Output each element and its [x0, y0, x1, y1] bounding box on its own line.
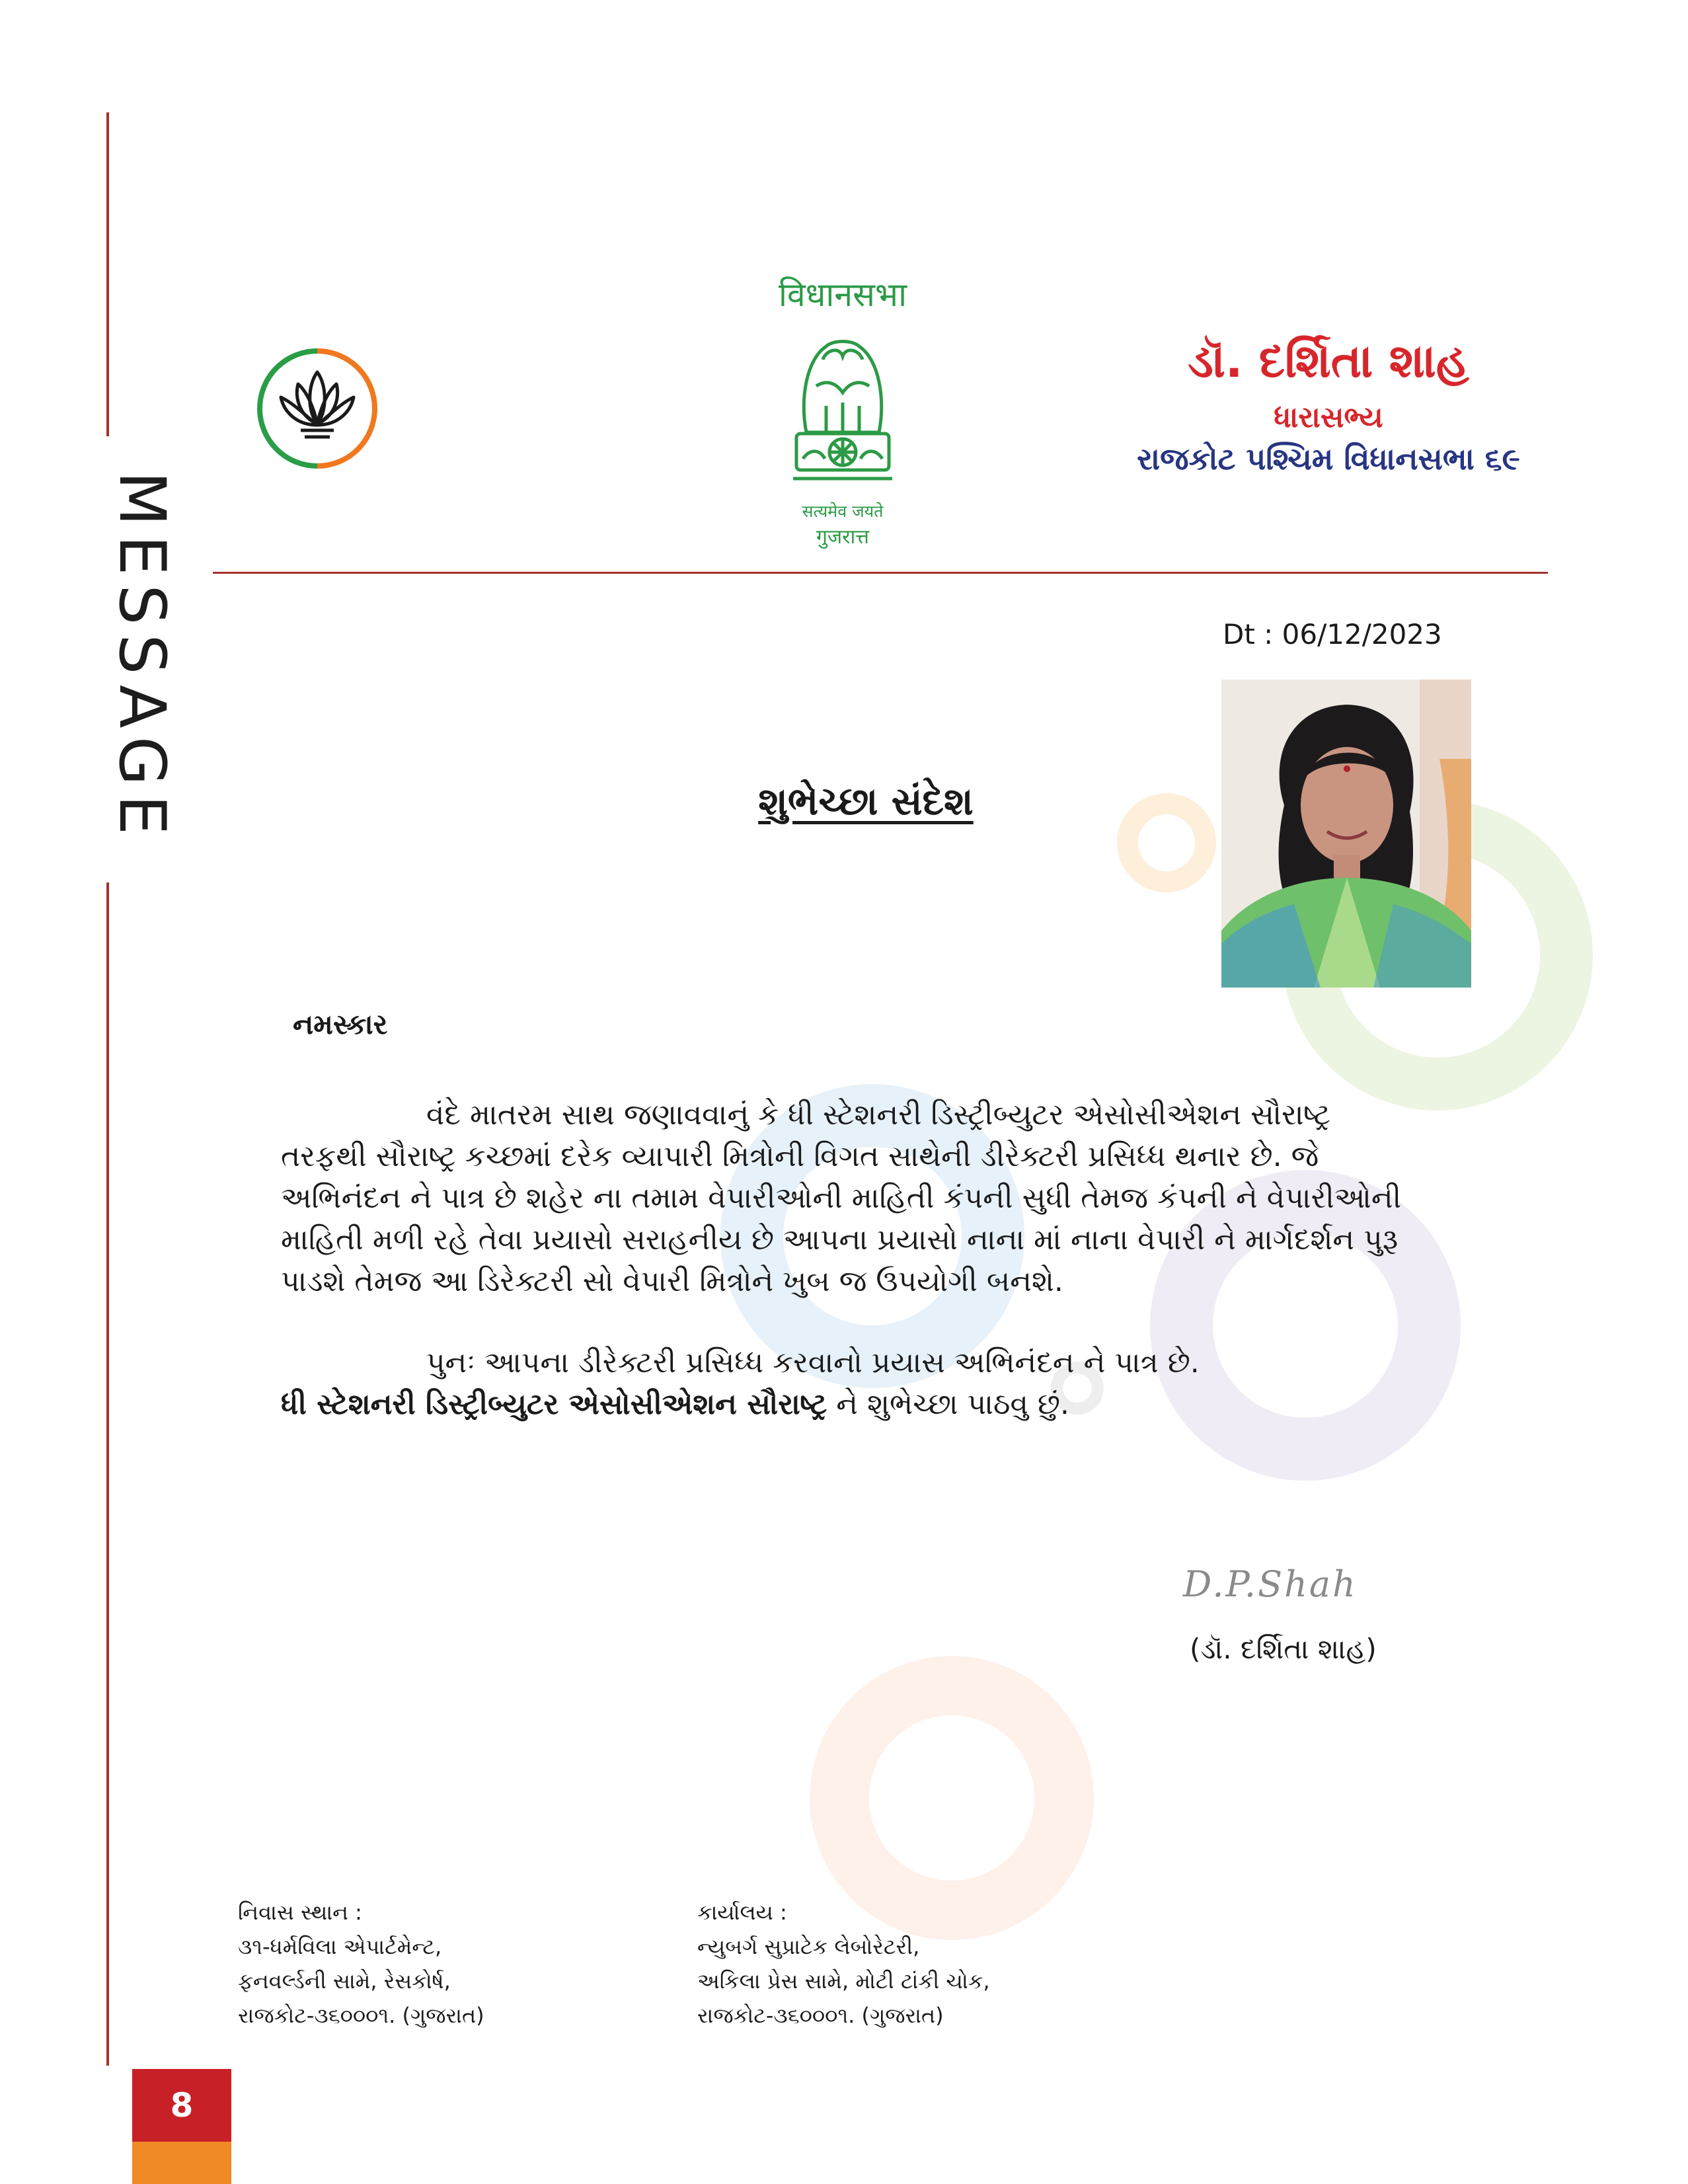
office-address — [697, 1895, 990, 2033]
residence-address — [238, 1895, 484, 2033]
body-paragraph-1 — [281, 1094, 1404, 1302]
residence-line-2: ફનવર્લ્ડની સામે, રેસકોર્ષ, — [238, 1969, 451, 1994]
emblem-top-text: विधानसभा — [778, 276, 907, 314]
page-number: 8 — [132, 2069, 231, 2142]
office-line-3: રાજકોટ-૩૬૦૦૦૧. (ગુજરાત) — [697, 2003, 944, 2028]
emblem-state: गुजरात्त — [816, 526, 869, 549]
residence-label: નિવાસ સ્થાન : — [238, 1900, 362, 1925]
mla-role: ધારાસભ્ય — [1274, 401, 1383, 434]
emblem-motto: सत्यमेव जयते — [802, 502, 884, 521]
portrait-photo — [1221, 680, 1471, 988]
body-paragraph-2-line1: પુનઃ આપના ડીરેક્ટરી પ્રસિધ્ધ કરવાનો પ્રયાસ અભિનંદન ને પાત્ર છે. — [426, 1346, 1200, 1380]
association-name: ધી સ્ટેશનરી ડિસ્ટ્રીબ્યુટર એસોસીએશન સૌરાષ્ટ્ર — [281, 1387, 827, 1421]
left-rule-top — [106, 112, 109, 436]
mla-constituency: રાજકોટ પશ્ચિમ વિધાનસભા ૬૯ — [1137, 441, 1520, 477]
letter-subject: શુભેચ્છા સંદેશ — [758, 779, 974, 824]
side-title-text: MESSAGE — [105, 471, 180, 845]
side-title — [105, 440, 180, 876]
letter-body — [281, 1094, 1404, 1425]
letter-date: Dt : 06/12/2023 — [1223, 618, 1442, 650]
state-emblem — [747, 271, 939, 562]
mla-name: ડૉ. દર્શિતા શાહ — [1188, 334, 1469, 388]
left-rule-bottom — [106, 882, 109, 2066]
office-line-1: ન્યુબર્ગ સુપ્રાટેક લેબોરેટરી, — [697, 1934, 920, 1959]
office-label: કાર્યાલય : — [697, 1900, 787, 1925]
page-number-strip — [132, 2142, 231, 2184]
body-paragraph-2 — [281, 1342, 1404, 1425]
lotus-logo-icon — [254, 346, 380, 471]
body-paragraph-2-tail: ને શુભેચ્છા પાઠવુ છું. — [827, 1387, 1069, 1421]
residence-line-1: ૩૧-ધર્મવિલા એપાર્ટમેન્ટ, — [238, 1934, 442, 1959]
signee-name: (ડૉ. દર્શિતા શાહ) — [1190, 1633, 1377, 1665]
salutation: નમસ્કાર — [293, 1008, 388, 1040]
handwritten-signature: D.P.Shah — [1183, 1563, 1358, 1605]
office-line-2: અકિલા પ્રેસ સામે, મોટી ટાંકી ચોક, — [697, 1969, 990, 1994]
body-paragraph-1-text: વંદે માતરમ સાથ જણાવવાનું કે ધી સ્ટેશનરી ડિસ્ટ્રીબ્યુટર એસોસીએશન સૌરાષ્ટ્ર તરફથી સૌરાષ્ટ્ર કચ્છમાં દરેક વ્યાપારી મિત્રોની વિગત સાથેની ડીરેક્ટરી પ્રસિધ્ધ થનાર છે. જે અભિનંદન ને પાત્ર છે શહેર ના તમામ વેપારીઓની માહિતી કંપની સુધી તેમજ કંપની ને વેપારીઓની માહિતી મળી રહે તેવા પ્રયાસો સરાહનીય છે આપના પ્રયાસો નાના માં નાના વેપારી ને માર્ગદર્શન પુરૂ પાડશે તેમજ આ ડિરેક્ટરી સો વેપારી મિત્રોને ખુબ જ ઉપયોગી બનશે. — [281, 1098, 1402, 1298]
residence-line-3: રાજકોટ-૩૬૦૦૦૧. (ગુજરાત) — [238, 2003, 484, 2028]
header-divider — [213, 572, 1548, 574]
mla-header — [1031, 334, 1626, 478]
lion-capital-icon — [786, 320, 899, 498]
